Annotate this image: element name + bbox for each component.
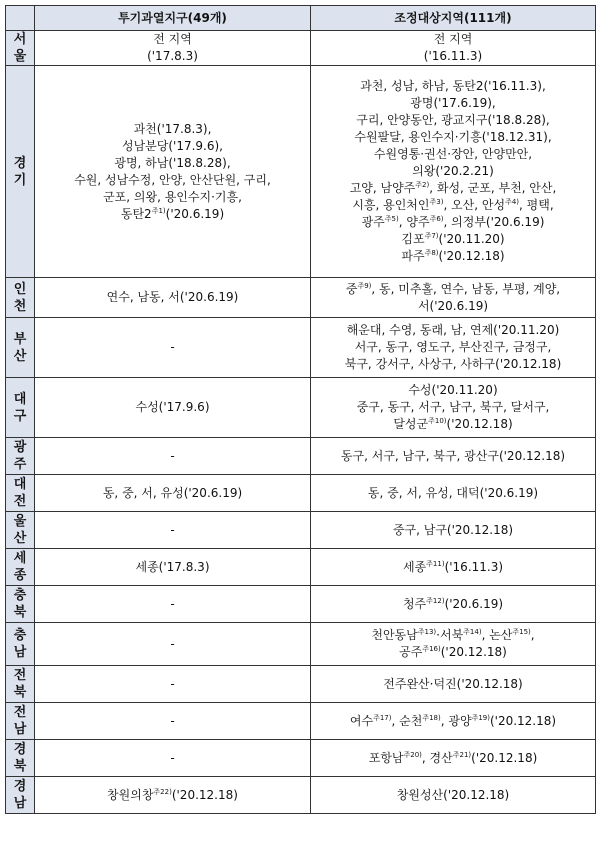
footnote-marker: 주10) (428, 417, 447, 425)
adjustment-area-cell (311, 549, 596, 586)
region-label (6, 549, 35, 586)
footnote-marker: 주6) (429, 215, 444, 223)
cell-text: , 화성, 군포, 부천, 안산, 시흥, 용인처인 (352, 181, 557, 212)
cell-text: , 순천 (391, 713, 423, 728)
adjustment-area-cell (311, 438, 596, 475)
speculation-zone-cell (35, 31, 311, 66)
region-label (6, 31, 35, 66)
cell-text: 중 (345, 281, 358, 296)
table-row (6, 278, 596, 318)
speculation-zone-cell (35, 512, 311, 549)
table-row (6, 623, 596, 666)
cell-text: , 논산 (481, 628, 513, 642)
cell-text: ('20.12.18) (171, 787, 238, 802)
cell-text: ('20.11.20) 파주 (401, 232, 505, 263)
cell-text: 세종 (402, 559, 427, 574)
region-name: 경북 (13, 742, 27, 774)
cell-text: , 오산, 안성 (443, 198, 506, 212)
cell-text: 전주완산·덕진('20.12.18) (383, 676, 523, 691)
footnote-marker: 주1) (151, 206, 166, 215)
cell-text: 포항남 (368, 750, 404, 765)
table-row (6, 318, 596, 378)
speculation-zone-cell (35, 318, 311, 378)
region-name: 경남 (13, 779, 27, 811)
cell-text: 과천, 성남, 하남, 동탄2('16.11.3), 광명('17.6.19), 구리, 안양동안, 광교지구('18.8.28), 수원팔달, 용인수지·기흥('18.12.31), 수원영통·권선·장안, 안양만안, 의왕('20.2.21) 고양, 남양주 (349, 79, 552, 195)
cell-text: ·서북 (436, 628, 464, 642)
region-label (6, 623, 35, 666)
adjustment-area-cell (311, 66, 596, 278)
footnote-marker: 주16) (422, 645, 441, 653)
region-name: 서울 (13, 32, 27, 64)
table-row (6, 703, 596, 740)
speculation-zone-cell (35, 586, 311, 623)
speculation-zone-cell (35, 777, 311, 814)
table-body (6, 31, 596, 814)
cell-text: ('20.6.19) (444, 596, 504, 611)
region-label (6, 703, 35, 740)
footnote-marker: 주22) (153, 787, 172, 796)
cell-text: - (170, 522, 175, 537)
footnote-marker: 주11) (426, 559, 445, 568)
region-name: 전남 (13, 705, 27, 737)
table-row (6, 66, 596, 278)
cell-text: ('20.12.18) (446, 417, 513, 431)
cell-text: , 경산 (421, 750, 453, 765)
region-label (6, 777, 35, 814)
footnote-marker: 주15) (512, 628, 531, 636)
region-label (6, 378, 35, 438)
adjustment-area-cell (311, 31, 596, 66)
region-name: 광주 (13, 440, 27, 472)
region-label (6, 586, 35, 623)
cell-text: - (170, 448, 175, 463)
region-name: 울산 (13, 514, 27, 546)
region-label (6, 278, 35, 318)
footnote-marker: 주4) (505, 198, 520, 206)
cell-text: , 의정부('20.6.19) 김포 (401, 215, 545, 246)
table-row (6, 586, 596, 623)
footnote-marker: 주8) (424, 249, 439, 257)
cell-text: 동, 중, 서, 유성, 대덕('20.6.19) (367, 485, 539, 500)
table-row (6, 475, 596, 512)
region-label (6, 740, 35, 777)
table-row (6, 31, 596, 66)
cell-text: - (170, 596, 175, 611)
region-name: 충북 (13, 588, 27, 620)
speculation-zone-cell (35, 740, 311, 777)
region-label (6, 512, 35, 549)
cell-text: 전 지역 ('17.8.3) (147, 32, 198, 63)
adjustment-area-cell (311, 586, 596, 623)
adjustment-area-cell (311, 512, 596, 549)
adjustment-area-cell (311, 318, 596, 378)
header-corner (6, 6, 35, 31)
cell-text: ('16.11.3) (444, 559, 504, 574)
adjustment-area-cell (311, 740, 596, 777)
region-label (6, 318, 35, 378)
adjustment-area-cell (311, 475, 596, 512)
table-row (6, 777, 596, 814)
region-name: 부산 (13, 331, 27, 364)
table-row (6, 549, 596, 586)
cell-text: - (170, 750, 175, 765)
footnote-marker: 주3) (429, 198, 444, 206)
cell-text: - (170, 713, 175, 728)
adjustment-area-cell (311, 777, 596, 814)
speculation-zone-cell (35, 378, 311, 438)
cell-text: ('20.12.18) (438, 249, 505, 263)
cell-text: 세종('17.8.3) (135, 559, 210, 574)
region-name: 인천 (13, 281, 27, 314)
region-label (6, 438, 35, 475)
cell-text: - (170, 676, 175, 691)
footnote-marker: 주13) (417, 628, 437, 636)
region-name: 전북 (13, 668, 27, 700)
speculation-zone-cell (35, 66, 311, 278)
cell-text: 해운대, 수영, 동래, 남, 연제('20.11.20) 서구, 동구, 영도구, 부산진구, 금정구, 북구, 강서구, 사상구, 사하구('20.12.18) (344, 323, 562, 371)
region-name: 대전 (13, 477, 27, 509)
speculation-zone-cell (35, 278, 311, 318)
cell-text: , 양주 (398, 215, 430, 229)
table-row (6, 512, 596, 549)
cell-text: 전 지역 ('16.11.3) (423, 32, 483, 63)
footnote-marker: 주20) (403, 750, 422, 759)
footnote-marker: 주18) (422, 713, 441, 722)
cell-text: 연수, 남동, 서('20.6.19) (106, 290, 239, 304)
speculation-zone-cell (35, 438, 311, 475)
table-row (6, 666, 596, 703)
cell-text: 동, 중, 서, 유성('20.6.19) (102, 485, 243, 500)
header-adjustment-area: 조정대상지역(111개) (311, 6, 596, 31)
table-row (6, 438, 596, 475)
cell-text: ('20.12.18) (489, 713, 557, 728)
speculation-zone-cell (35, 475, 311, 512)
region-name: 대구 (13, 391, 27, 424)
cell-text: 동구, 서구, 남구, 북구, 광산구('20.12.18) (340, 448, 566, 463)
cell-text: 과천('17.8.3), 성남분당('17.9.6), 광명, 하남('18.8.28), 수원, 성남수정, 안양, 안산단원, 구리, 군포, 의왕, 용인수지·기흥, 동탄2 (74, 121, 271, 221)
adjustment-area-cell (311, 666, 596, 703)
cell-text: , 광양 (440, 713, 472, 728)
cell-text: 청주 (402, 596, 427, 611)
cell-text: 창원성산('20.12.18) (396, 787, 510, 802)
speculation-zone-cell (35, 549, 311, 586)
footnote-marker: 주17) (373, 713, 392, 722)
speculation-zone-cell (35, 666, 311, 703)
footnote-marker: 주5) (384, 215, 399, 223)
cell-text: - (170, 636, 175, 651)
footnote-marker: 주12) (426, 596, 445, 605)
cell-text: , 평택, 광주 (361, 198, 554, 229)
region-name: 세종 (13, 551, 27, 583)
cell-text: 천안동남 (371, 628, 418, 642)
adjustment-area-cell (311, 703, 596, 740)
table-row (6, 740, 596, 777)
table-row (6, 378, 596, 438)
region-label (6, 666, 35, 703)
adjustment-area-cell (311, 378, 596, 438)
footnote-marker: 주9) (357, 281, 372, 290)
cell-text: ('20.6.19) (165, 206, 225, 221)
speculation-zone-cell (35, 703, 311, 740)
region-name: 충남 (13, 628, 27, 660)
footnote-marker: 주19) (471, 713, 490, 722)
cell-text: 수성('17.9.6) (135, 400, 210, 414)
footnote-marker: 주14) (463, 628, 482, 636)
footnote-marker: 주21) (452, 750, 472, 759)
header-speculation-zone: 투기과열지구(49개) (35, 6, 311, 31)
footnote-marker: 주2) (415, 181, 430, 189)
cell-text: ('20.12.18) (440, 645, 507, 659)
adjustment-area-cell (311, 278, 596, 318)
regulated-areas-table (5, 5, 596, 814)
adjustment-area-cell (311, 623, 596, 666)
footnote-marker: 주7) (424, 232, 439, 240)
region-label (6, 66, 35, 278)
cell-text: 수성('20.11.20) 중구, 동구, 서구, 남구, 북구, 달서구, 달성군 (356, 383, 550, 431)
cell-text: 중구, 남구('20.12.18) (392, 522, 514, 537)
table-header-row (6, 6, 596, 31)
cell-text: - (170, 340, 175, 354)
region-name: 경기 (13, 155, 27, 188)
cell-text: 여수 (349, 713, 374, 728)
region-label (6, 475, 35, 512)
cell-text: ('20.12.18) (471, 750, 538, 765)
cell-text: , 공주 (399, 628, 535, 659)
speculation-zone-cell (35, 623, 311, 666)
cell-text: , 동, 미추홀, 연수, 남동, 부평, 계양, 서('20.6.19) (371, 281, 561, 313)
cell-text: 창원의창 (107, 787, 154, 802)
